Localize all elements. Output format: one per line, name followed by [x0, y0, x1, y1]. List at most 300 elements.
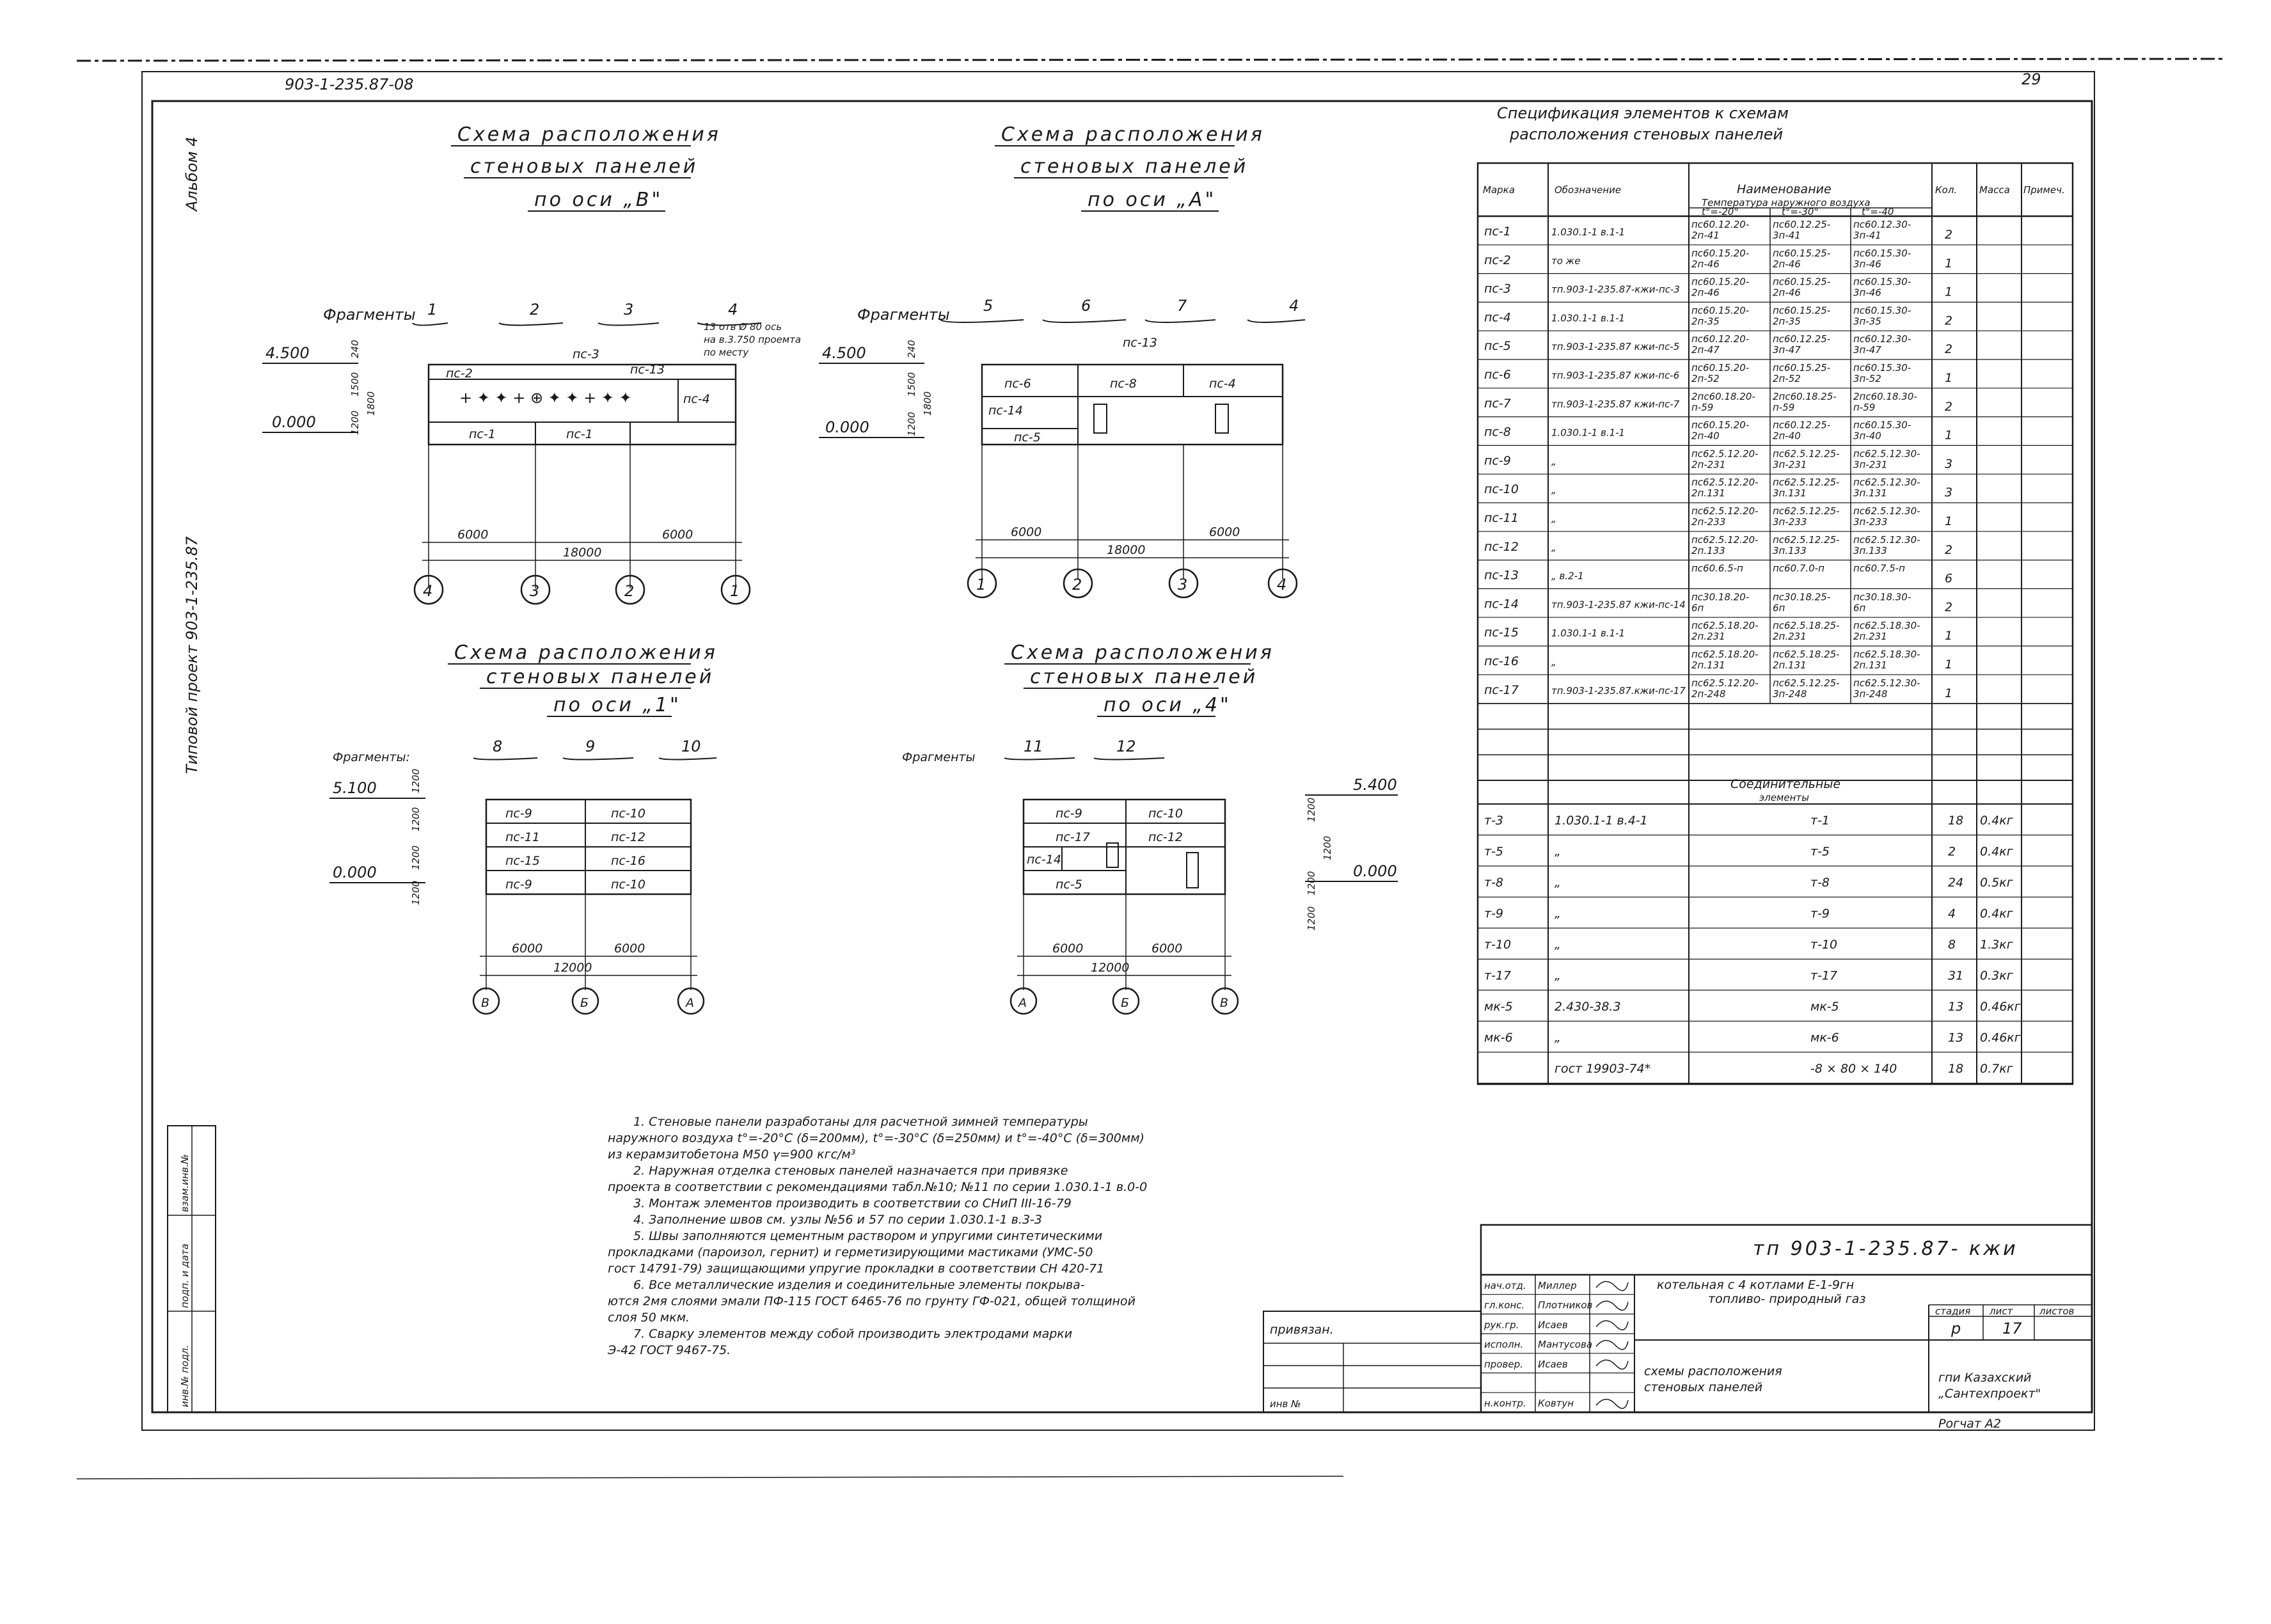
- scheme-4-dim-v-3: 1200: [1306, 871, 1317, 895]
- project-label: Типовой проект 903-1-235.87: [183, 536, 201, 774]
- stamp-role: рук.гр.: [1484, 1319, 1519, 1331]
- conn-designation: 2.430-38.3: [1555, 1000, 1621, 1014]
- scheme-4-panel-r2b: пс-12: [1148, 830, 1183, 844]
- scheme-1-dim-6000-a: 6000: [512, 942, 543, 956]
- scheme-1-panel-r3b: пс-16: [611, 854, 645, 868]
- scheme-a-level-top: 4.500: [822, 344, 866, 362]
- conn-qty: 2: [1948, 844, 1956, 859]
- scheme-4-panel-r2a: пс-17: [1056, 830, 1090, 844]
- stamp-code: тп 903-1-235.87- кжи: [1753, 1238, 2018, 1260]
- conn-mass: 1.3кг: [1980, 938, 2013, 952]
- left-strip: [168, 1126, 216, 1412]
- scheme-v-panel-ps13: пс-13: [630, 363, 665, 377]
- conn-mark: т-17: [1484, 968, 1512, 983]
- scheme-4-level-zero: 0.000: [1353, 862, 1397, 880]
- scheme-a-level-zero: 0.000: [825, 418, 869, 436]
- note-line: 6. Все металлические изделия и соединительные элементы покрыва-: [633, 1278, 1085, 1292]
- conn-row: [1484, 814, 2014, 828]
- spec-mark: пс-5: [1484, 339, 1511, 354]
- spec-name: пс62.5.12.30-3п.131: [1853, 477, 1920, 500]
- scheme-4-panel-r1a: пс-9: [1056, 807, 1082, 821]
- stamp-sheet-header: лист: [1990, 1305, 2013, 1317]
- sheet-frame: [77, 59, 2226, 1479]
- spec-row: [1484, 477, 1952, 500]
- scheme-a-fragments-label: Фрагменты: [857, 306, 950, 324]
- spec-header-name: Наименование: [1737, 182, 1832, 196]
- note-line: ются 2мя слоями эмали ПФ-115 ГОСТ 6465-76 по грунту ГФ-021, общей толщиной: [608, 1294, 1136, 1309]
- stamp-org-1: гпи Казахский: [1938, 1371, 2032, 1385]
- stamp-org-2: „Сантехпроект": [1938, 1387, 2041, 1401]
- scheme-1-panel-r1b: пс-10: [611, 807, 645, 821]
- scheme-a-panel-ps14: пс-14: [988, 404, 1023, 418]
- conn-mark: т-5: [1484, 844, 1504, 859]
- conn-name: т-1: [1810, 814, 1830, 828]
- spec-name: пс60.12.25-2п-40: [1773, 419, 1831, 442]
- spec-name: пс60.12.25-3п-41: [1773, 219, 1831, 241]
- conn-qty: 13: [1948, 1030, 1964, 1045]
- scheme-a-title-2: стеновых панелей: [1020, 155, 1249, 178]
- spec-designation: 1.030.1-1 в.1-1: [1551, 627, 1626, 640]
- stamp-stage-header: стадия: [1935, 1305, 1971, 1317]
- stamp-role: исполн.: [1484, 1339, 1524, 1351]
- spec-mark: пс-15: [1484, 626, 1519, 640]
- scheme-v-axis-4: 4: [423, 582, 433, 600]
- stamp-sheet: 17: [2002, 1320, 2022, 1337]
- conn-mass: 0.5кг: [1980, 876, 2013, 890]
- scheme-1-fragment-9: 9: [585, 737, 596, 755]
- scheme-4-fragments-label: Фрагменты: [902, 750, 976, 764]
- scheme-a-axis-1: 1: [976, 576, 986, 594]
- spec-qty: 2: [1945, 228, 1953, 242]
- note-line: проекта в соответствии с рекомендациями табл.№10; №11 по серии 1.030.1-1 в.0-0: [608, 1180, 1148, 1194]
- note-line: Э-42 ГОСТ 9467-75.: [608, 1343, 731, 1357]
- spec-name: пс30.18.20-6п: [1691, 591, 1750, 614]
- spec-designation: 1.030.1-1 в.1-1: [1551, 312, 1626, 324]
- spec-mark: пс-1: [1484, 225, 1511, 239]
- spec-qty: 3: [1945, 457, 1953, 471]
- scheme-1-fragment-8: 8: [493, 737, 503, 755]
- left-col-inv: инв.№ подл.: [179, 1344, 191, 1407]
- signature-mark: [1596, 1399, 1628, 1408]
- conn-qty: 8: [1948, 938, 1956, 952]
- scheme-a-dim-v-1: 240: [906, 340, 917, 358]
- stamp-role: гл.конс.: [1484, 1299, 1525, 1311]
- scheme-1-dim-v-2: 1200: [410, 807, 422, 832]
- spec-row: [1484, 677, 1952, 700]
- scheme-1-fragments-label: Фрагменты:: [333, 750, 410, 764]
- spec-row: [1484, 620, 1952, 643]
- spec-name: пс60.15.25-2п-52: [1773, 362, 1831, 384]
- spec-qty: 1: [1945, 428, 1953, 443]
- scheme-v-axis-3: 3: [530, 582, 540, 600]
- conn-qty: 24: [1948, 876, 1964, 890]
- spec-name: пс62.5.12.20-2п.131: [1691, 477, 1759, 500]
- conn-name: мк-6: [1810, 1030, 1839, 1045]
- scheme-a-fragment-7: 7: [1177, 297, 1187, 315]
- spec-mark: пс-4: [1484, 310, 1511, 325]
- scheme-1-dim-6000-b: 6000: [614, 942, 645, 956]
- spec-row: [1484, 505, 1952, 528]
- spec-name: пс60.12.20-2п-41: [1691, 219, 1750, 241]
- note-line: 7. Сварку элементов между собой производить электродами марки: [633, 1327, 1073, 1341]
- scheme-v-dim-6000-a: 6000: [457, 528, 489, 542]
- conn-mass: 0.46кг: [1980, 1000, 2021, 1014]
- spec-qty: 1: [1945, 658, 1953, 672]
- scheme-a-title-3: по оси „А": [1088, 189, 1217, 211]
- scheme-v-openings: + ✦ ✦ + ⊕ ✦ ✦ + ✦ ✦: [459, 389, 632, 407]
- conn-designation: „: [1555, 938, 1561, 952]
- spec-designation: 1.030.1-1 в.1-1: [1551, 226, 1626, 238]
- spec-qty: 2: [1945, 399, 1953, 414]
- conn-mark: мк-6: [1484, 1030, 1513, 1045]
- spec-qty: 3: [1945, 485, 1953, 500]
- spec-row: [1484, 304, 1952, 327]
- conn-name: т-10: [1810, 938, 1838, 952]
- scheme-v-note-1: 13 отв Ø 80 ось: [704, 321, 782, 333]
- signature-mark: [1596, 1360, 1628, 1369]
- scheme-a-title-1: Схема расположения: [1001, 123, 1265, 146]
- spec-name: пс30.18.25-6п: [1773, 591, 1831, 614]
- spec-name: пс62.5.18.30-2п.131: [1853, 649, 1920, 671]
- scheme-4-dim-v-1: 1200: [1306, 797, 1317, 822]
- conn-row: [1484, 969, 2014, 983]
- conn-designation: „: [1555, 1030, 1561, 1045]
- scheme-1-axis-v: В: [481, 996, 490, 1010]
- scheme-1-title-2: стеновых панелей: [486, 666, 715, 688]
- spec-name: пс30.18.30-6п: [1853, 591, 1911, 614]
- spec-designation: тп.903-1-235.87-кжи-пс-3: [1551, 283, 1680, 296]
- spec-name: пс60.15.25-2п-46: [1773, 276, 1831, 299]
- spec-name: пс60.15.20-2п-46: [1691, 276, 1750, 299]
- scheme-4-level-top: 5.400: [1353, 776, 1397, 794]
- scheme-a-panel-ps4: пс-4: [1209, 377, 1236, 391]
- spec-designation: „: [1551, 513, 1556, 524]
- conn-mass: 0.7кг: [1980, 1062, 2013, 1076]
- spec-name: пс62.5.12.30-3п-233: [1853, 505, 1920, 528]
- signature-mark: [1596, 1321, 1628, 1330]
- spec-temp-header: Температура наружного воздуха: [1702, 197, 1871, 209]
- spec-name: пс62.5.18.20-2п.231: [1691, 620, 1759, 643]
- conn-designation: „: [1555, 876, 1561, 890]
- scheme-a-panel-ps6: пс-6: [1004, 377, 1031, 391]
- conn-qty: 13: [1948, 1000, 1964, 1014]
- scheme-4-dim-v-2: 1200: [1322, 835, 1333, 860]
- stamp-role-row: [1484, 1398, 1628, 1409]
- spec-mark: пс-7: [1484, 396, 1511, 411]
- conn-mark: т-10: [1484, 938, 1512, 952]
- conn-mass: 0.4кг: [1980, 844, 2013, 859]
- scheme-v-panel-ps4: пс-4: [683, 392, 710, 406]
- spec-designation: то же: [1551, 255, 1581, 267]
- spec-qty: 1: [1945, 629, 1953, 643]
- spec-qty: 1: [1945, 285, 1953, 299]
- scheme-4-title-1: Схема расположения: [1011, 642, 1274, 664]
- scheme-v-panel-ps2: пс-2: [446, 367, 473, 381]
- spec-qty: 2: [1945, 313, 1953, 328]
- spec-designation: тп.903-1-235.87 кжи-пс-14: [1551, 599, 1686, 611]
- spec-name: пс60.6.5-п: [1691, 562, 1743, 574]
- spec-name: пс62.5.12.25-3п.131: [1773, 477, 1840, 500]
- spec-qty: 1: [1945, 256, 1953, 271]
- spec-row: [1484, 448, 1952, 471]
- scheme-1-panel-r2a: пс-11: [505, 830, 540, 844]
- conn-name: т-17: [1810, 968, 1838, 983]
- scheme-1-axis-a: А: [686, 996, 694, 1010]
- spec-mark: пс-14: [1484, 597, 1519, 611]
- spec-designation: тп.903-1-235.87 кжи-пс-6: [1551, 370, 1680, 381]
- spec-name: 2пс60.18.30-п-59: [1853, 390, 1917, 413]
- note-line: наружного воздуха t°=-20°С (δ=200мм), t°=-30°С (δ=250мм) и t°=-40°С (δ=300мм): [608, 1131, 1144, 1146]
- conn-row: [1484, 1000, 2022, 1014]
- conn-name: мк-5: [1810, 1000, 1839, 1014]
- scheme-1-dim-v-4: 1200: [410, 880, 422, 905]
- spec-name: пс60.15.30-3п-46: [1853, 276, 1911, 299]
- spec-name: пс60.15.30-3п-35: [1853, 304, 1911, 327]
- spec-mark: пс-13: [1484, 568, 1519, 583]
- spec-name: пс62.5.12.30-3п-231: [1853, 448, 1920, 471]
- scheme-v-panel-ps3: пс-3: [573, 347, 599, 361]
- scheme-v-level-zero: 0.000: [272, 413, 316, 431]
- stamp-role: нач.отд.: [1484, 1280, 1526, 1291]
- spec-designation: „: [1551, 656, 1556, 668]
- conn-rows: [1478, 814, 2073, 1084]
- spec-name: пс62.5.12.25-3п-233: [1773, 505, 1840, 528]
- spec-name: пс62.5.12.20-2п-231: [1691, 448, 1759, 471]
- spec-header-mass: Масса: [1979, 184, 2010, 196]
- general-notes: [607, 1115, 1147, 1357]
- spec-header-note: Примеч.: [2023, 184, 2065, 196]
- scheme-v-axis-1: 1: [730, 582, 740, 600]
- scheme-4-panel-r1b: пс-10: [1148, 807, 1183, 821]
- spec-name: пс62.5.12.25-3п-248: [1773, 677, 1840, 700]
- spec-name: пс60.15.20-2п-46: [1691, 247, 1750, 270]
- scheme-4-dim-6000-a: 6000: [1052, 942, 1084, 956]
- spec-mark: пс-11: [1484, 511, 1519, 525]
- spec-name: пс62.5.18.25-2п.231: [1773, 620, 1840, 643]
- spec-name: пс60.15.30-3п-52: [1853, 362, 1911, 384]
- scheme-a-panel-ps13: пс-13: [1123, 336, 1157, 350]
- spec-header-qty: Кол.: [1935, 184, 1958, 196]
- scheme-4-axis-b: Б: [1121, 996, 1130, 1010]
- scheme-4-dim-6000-b: 6000: [1151, 942, 1183, 956]
- scheme-a-axis-4: 4: [1277, 576, 1287, 594]
- stamp-person: Исаев: [1538, 1358, 1568, 1370]
- note-line: 4. Заполнение швов см. узлы №56 и 57 по серии 1.030.1-1 в.3-3: [633, 1213, 1043, 1227]
- spec-name: пс62.5.12.20-2п-233: [1691, 505, 1759, 528]
- stamp-copy-label: Рогчат А2: [1938, 1417, 2002, 1431]
- scheme-axis-a: [819, 123, 1305, 597]
- scheme-4-fragment-12: 12: [1116, 737, 1136, 755]
- note-line: 5. Швы заполняются цементным раствором и упругими синтетическими: [633, 1229, 1103, 1243]
- spec-designation: „: [1551, 541, 1556, 553]
- conn-name: т-9: [1810, 906, 1830, 921]
- scheme-a-dim-v-4: 1800: [922, 391, 933, 416]
- spec-header-mark: Марка: [1483, 184, 1515, 196]
- scheme-v-level-top: 4.500: [265, 344, 310, 362]
- stamp-role-row: [1484, 1359, 1628, 1370]
- stamp-stage: р: [1951, 1320, 1961, 1337]
- spec-name: пс62.5.12.25-3п.133: [1773, 533, 1840, 556]
- scheme-v-title-2: стеновых панелей: [470, 155, 699, 178]
- scheme-v-fragment-1: 1: [427, 301, 438, 319]
- scheme-v-title-1: Схема расположения: [457, 123, 721, 146]
- scheme-a-dim-v-2: 1500: [906, 372, 917, 397]
- scheme-1-dim-12000: 12000: [553, 961, 592, 975]
- scheme-v-dim-v-4: 1800: [365, 391, 377, 416]
- sheet-number-corner: 29: [2022, 70, 2041, 88]
- spec-name: пс62.5.12.25-3п-231: [1773, 448, 1840, 471]
- spec-qty: 1: [1945, 371, 1953, 385]
- spec-qty: 1: [1945, 686, 1953, 700]
- note-line: слоя 50 мкм.: [608, 1311, 690, 1325]
- stamp-role-row: [1484, 1280, 1628, 1291]
- stamp-drawing-2: стеновых панелей: [1644, 1380, 1763, 1394]
- conn-mark: мк-5: [1484, 1000, 1513, 1014]
- spec-name: пс60.12.30-3п-47: [1853, 333, 1911, 356]
- scheme-axis-1: [329, 642, 718, 1014]
- spec-name: пс62.5.12.30-3п.133: [1853, 533, 1920, 556]
- note-line: 2. Наружная отделка стеновых панелей назначается при привязке: [633, 1163, 1068, 1178]
- spec-rows: [1478, 219, 2073, 704]
- conn-mass: 0.46кг: [1980, 1030, 2021, 1045]
- scheme-axis-v: [262, 123, 801, 604]
- spec-designation: „: [1551, 484, 1556, 496]
- spec-mark: пс-16: [1484, 654, 1519, 668]
- spec-name: 2пс60.18.25-п-59: [1773, 390, 1837, 413]
- scheme-1-fragment-10: 10: [681, 737, 701, 755]
- spec-name: пс62.5.18.30-2п.231: [1853, 620, 1920, 643]
- signature-mark: [1596, 1341, 1628, 1350]
- spec-conn-title-1: Соединительные: [1730, 777, 1841, 791]
- scheme-axis-4: [902, 642, 1398, 1014]
- spec-row: [1484, 219, 1952, 242]
- spec-name: пс60.12.25-3п-47: [1773, 333, 1831, 356]
- scheme-1-axis-b: Б: [580, 996, 589, 1010]
- scheme-1-panel-r2b: пс-12: [611, 830, 645, 844]
- stamp-role-row: [1484, 1300, 1628, 1311]
- scheme-1-panel-r4b: пс-10: [611, 878, 645, 892]
- conn-designation: „: [1555, 968, 1561, 983]
- scheme-1-title-1: Схема расположения: [454, 642, 718, 664]
- conn-row: [1484, 845, 2014, 859]
- spec-mark: пс-8: [1484, 425, 1511, 439]
- conn-row: [1484, 876, 2014, 890]
- spec-qty: 6: [1945, 571, 1953, 586]
- top-code: 903-1-235.87-08: [285, 75, 414, 93]
- stamp-person: Ковтун: [1538, 1398, 1574, 1410]
- conn-mass: 0.4кг: [1980, 814, 2013, 828]
- conn-qty: 18: [1948, 1062, 1964, 1076]
- spec-name: пс62.5.12.30-3п-248: [1853, 677, 1920, 700]
- spec-row: [1484, 563, 1952, 586]
- scheme-a-fragment-5: 5: [983, 297, 993, 315]
- stamp-person: Миллер: [1538, 1280, 1577, 1291]
- scheme-1-title-3: по оси „1": [553, 694, 681, 716]
- spec-name: пс60.7.0-п: [1773, 562, 1824, 574]
- signature-mark: [1596, 1301, 1628, 1310]
- conn-mark: т-8: [1484, 876, 1504, 890]
- spec-qty: 1: [1945, 514, 1953, 528]
- spec-temp-col-1: t°=-20°: [1702, 206, 1739, 217]
- spec-name: пс60.15.20-2п-40: [1691, 419, 1750, 442]
- album-label: Альбом 4: [183, 136, 201, 211]
- stamp-drawing-1: схемы расположения: [1644, 1364, 1782, 1378]
- scheme-v-note-3: по месту: [704, 347, 749, 358]
- spec-row: [1484, 362, 1952, 385]
- scheme-v-panel-ps1-a: пс-1: [469, 427, 496, 441]
- spec-row: [1484, 276, 1952, 299]
- spec-row: [1484, 420, 1952, 443]
- stamp-object-2: топливо- природный газ: [1708, 1292, 1866, 1306]
- spec-name: пс60.15.25-2п-46: [1773, 247, 1831, 270]
- spec-name: пс60.15.20-2п-52: [1691, 362, 1750, 384]
- scheme-4-title-3: по оси „4": [1104, 694, 1231, 716]
- scheme-a-axis-3: 3: [1178, 576, 1188, 594]
- spec-designation: „ в.2-1: [1551, 570, 1584, 582]
- scheme-v-fragment-2: 2: [530, 301, 540, 319]
- spec-title-2: расположения стеновых панелей: [1510, 125, 1784, 143]
- spec-qty: 2: [1945, 342, 1953, 357]
- scheme-a-panel-ps5: пс-5: [1014, 430, 1041, 445]
- scheme-v-dim-6000-b: 6000: [662, 528, 693, 542]
- spec-row: [1484, 333, 1952, 356]
- spec-mark: пс-17: [1484, 682, 1519, 697]
- stamp-role: н.контр.: [1484, 1398, 1526, 1410]
- conn-name: т-5: [1810, 844, 1830, 859]
- scheme-4-axis-a: А: [1018, 996, 1027, 1010]
- scheme-1-panel-r3a: пс-15: [505, 854, 540, 868]
- conn-designation: 1.030.1-1 в.4-1: [1555, 814, 1648, 828]
- spec-mark: пс-10: [1484, 482, 1519, 497]
- spec-name: 2пс60.18.20-п-59: [1691, 390, 1755, 413]
- scheme-1-dim-v-3: 1200: [410, 845, 422, 870]
- spec-name: пс60.15.20-2п-35: [1691, 304, 1750, 327]
- spec-designation: тп.903-1-235.87 кжи-пс-5: [1551, 341, 1680, 353]
- scheme-a-fragment-6: 6: [1081, 297, 1091, 315]
- spec-row: [1484, 248, 1952, 271]
- scheme-v-dim-v-2: 1500: [349, 372, 361, 397]
- scheme-1-panel-r1a: пс-9: [505, 807, 532, 821]
- spec-name: пс62.5.12.20-2п.133: [1691, 533, 1759, 556]
- scheme-v-note-2: на в.3.750 проемта: [704, 334, 802, 345]
- scheme-a-fragment-4: 4: [1289, 297, 1299, 315]
- conn-row: [1484, 907, 2014, 921]
- spec-row: [1484, 534, 1952, 557]
- conn-designation: „: [1555, 906, 1561, 921]
- scheme-v-fragment-4: 4: [728, 301, 738, 319]
- spec-table: [1478, 104, 2073, 1084]
- scheme-4-dim-v-4: 1200: [1306, 906, 1317, 931]
- spec-temp-col-3: t°=-40: [1862, 206, 1894, 217]
- spec-name: пс62.5.18.20-2п.131: [1691, 649, 1759, 671]
- stamp-person: Плотников: [1538, 1299, 1593, 1311]
- conn-row: [1484, 938, 2014, 952]
- signature-mark: [1596, 1281, 1628, 1290]
- scheme-4-axis-v: В: [1220, 996, 1229, 1010]
- scheme-a-panel-ps8: пс-8: [1110, 377, 1137, 391]
- scheme-v-dim-v-1: 240: [349, 340, 361, 358]
- spec-name: пс60.7.5-п: [1853, 562, 1905, 574]
- spec-mark: пс-2: [1484, 253, 1511, 267]
- spec-title-1: Спецификация элементов к схемам: [1497, 104, 1789, 122]
- spec-name: пс62.5.18.25-2п.131: [1773, 649, 1840, 671]
- spec-mark: пс-12: [1484, 539, 1519, 554]
- conn-row: [1484, 1031, 2022, 1045]
- note-line: из керамзитобетона М50 γ=900 кгс/м³: [608, 1147, 856, 1162]
- spec-qty: 2: [1945, 600, 1953, 615]
- spec-name: пс60.15.30-3п-46: [1853, 247, 1911, 270]
- scheme-v-panel-ps1-b: пс-1: [566, 427, 593, 441]
